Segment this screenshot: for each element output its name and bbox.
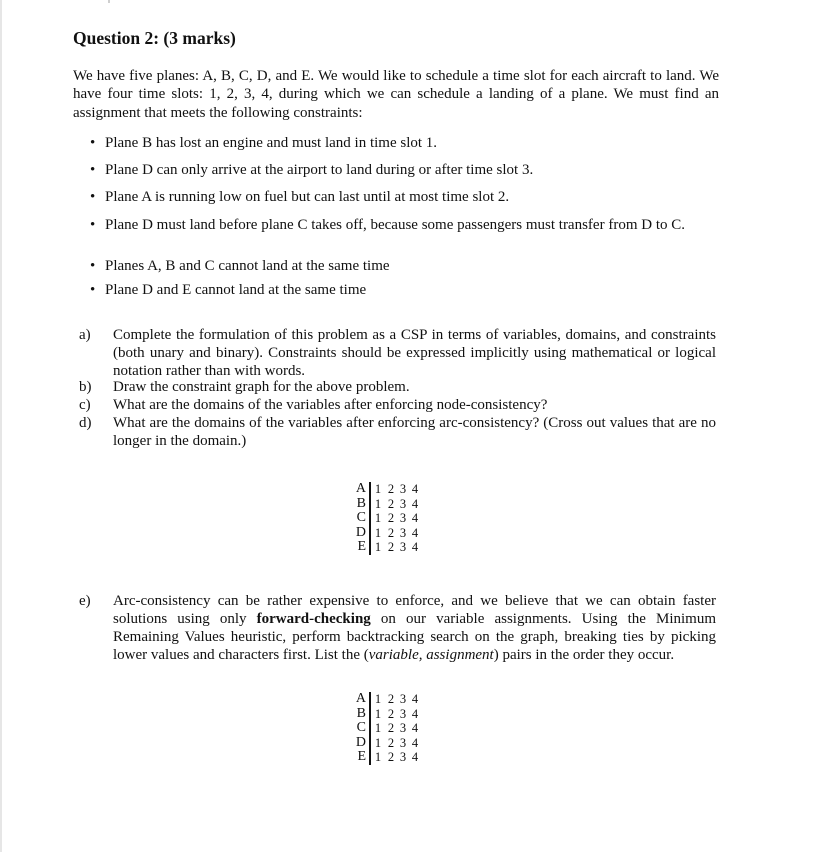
domain-value[interactable]: 4	[411, 750, 419, 764]
domain-value[interactable]: 2	[387, 482, 395, 496]
part-label: b)	[79, 379, 92, 395]
part-e-italic-term: variable, assignment	[368, 647, 494, 663]
domain-value[interactable]: 2	[387, 721, 395, 735]
part-label: e)	[79, 593, 91, 609]
part-label: d)	[79, 415, 92, 431]
part-text: What are the domains of the variables after enforcing arc-consistency? (Cross out values that are no longer in the domain.)	[113, 415, 716, 449]
domain-value[interactable]: 3	[399, 735, 407, 750]
page-left-edge	[0, 0, 2, 852]
domain-value[interactable]: 3	[399, 496, 407, 511]
domain-row	[354, 736, 421, 751]
question-title: Question 2: (3 marks)	[73, 28, 236, 48]
variable-label: E	[354, 750, 370, 765]
constraint-text: Planes A, B and C cannot land at the same time	[105, 258, 390, 274]
bullet-icon: •	[90, 189, 96, 205]
part-text: Complete the formulation of this problem as a CSP in terms of variables, domains, and constraints (both unary and binary). Constraints should be expressed implicitly using mathematical or logical notation rather than with words.	[113, 327, 716, 379]
bullet-icon: •	[90, 258, 96, 274]
variable-label: A	[354, 692, 370, 707]
domain-value[interactable]: 2	[387, 692, 395, 706]
domain-value[interactable]: 4	[411, 540, 419, 554]
bullet-icon: •	[90, 282, 96, 298]
domain-value[interactable]: 3	[399, 721, 407, 735]
domain-value[interactable]: 4	[411, 721, 419, 735]
domain-value[interactable]: 3	[399, 706, 407, 721]
domain-value[interactable]: 2	[387, 750, 395, 764]
domain-value[interactable]: 2	[387, 525, 395, 540]
bullet-icon: •	[90, 217, 96, 233]
domain-value[interactable]: 1	[374, 511, 382, 525]
part-text: What are the domains of the variables after enforcing node-consistency?	[113, 397, 548, 413]
domain-value[interactable]: 3	[399, 511, 407, 525]
domain-value[interactable]: 4	[411, 482, 419, 496]
domain-value[interactable]: 4	[411, 706, 419, 721]
constraint-text: Plane D can only arrive at the airport to land during or after time slot 3.	[105, 162, 534, 178]
domain-value[interactable]: 1	[374, 721, 382, 735]
domain-row	[354, 482, 421, 497]
page-top-mark	[108, 0, 110, 3]
domain-value[interactable]: 1	[374, 750, 382, 764]
domain-table-d	[354, 482, 422, 555]
domain-row	[354, 750, 421, 765]
domain-value[interactable]: 2	[387, 735, 395, 750]
variable-label: D	[354, 736, 370, 751]
constraint-text: Plane A is running low on fuel but can last until at most time slot 2.	[105, 189, 510, 205]
variable-label: C	[354, 511, 370, 526]
domain-value[interactable]: 3	[399, 525, 407, 540]
constraint-text: Plane B has lost an engine and must land in time slot 1.	[105, 135, 438, 151]
variable-label: D	[354, 526, 370, 541]
domain-value[interactable]: 1	[374, 496, 382, 511]
domain-value[interactable]: 2	[387, 706, 395, 721]
part-text: Draw the constraint graph for the above problem.	[113, 379, 410, 395]
domain-value[interactable]: 1	[374, 706, 382, 721]
domain-value[interactable]: 2	[387, 496, 395, 511]
domain-value[interactable]: 1	[374, 692, 382, 706]
domain-value[interactable]: 1	[374, 482, 382, 496]
domain-value[interactable]: 4	[411, 496, 419, 511]
constraint-text: Plane D must land before plane C takes off, because some passengers must transfer from D to C.	[105, 217, 685, 233]
bullet-icon: •	[90, 162, 96, 178]
part-label: c)	[79, 397, 91, 413]
part-text	[113, 592, 716, 664]
domain-value[interactable]: 4	[411, 511, 419, 525]
domain-row	[354, 692, 421, 707]
intro-paragraph: We have five planes: A, B, C, D, and E. We would like to schedule a time slot for each aircraft to land. We have four time slots: 1, 2, 3, 4, during which we can schedule a landing of a plane. We must find an assignment that meets the following constraints:	[73, 68, 719, 121]
domain-value[interactable]: 4	[411, 735, 419, 750]
domain-value[interactable]: 2	[387, 540, 395, 554]
domain-table-e	[354, 692, 422, 765]
domain-value[interactable]: 3	[399, 750, 407, 764]
variable-label: A	[354, 482, 370, 497]
domain-value[interactable]: 1	[374, 525, 382, 540]
constraint-text: Plane D and E cannot land at the same time	[105, 282, 367, 298]
domain-value[interactable]: 2	[387, 511, 395, 525]
bullet-icon: •	[90, 135, 96, 151]
part-e-text-1: Arc-consistency can be rather expensive to enforce, and we believe that we can obtain faster solutions using only	[113, 593, 716, 627]
variable-label: B	[354, 707, 370, 722]
domain-value[interactable]: 3	[399, 540, 407, 554]
variable-label: B	[354, 497, 370, 512]
domain-row	[354, 721, 421, 736]
domain-value[interactable]: 3	[399, 482, 407, 496]
domain-row	[354, 526, 421, 541]
variable-label: E	[354, 540, 370, 555]
variable-label: C	[354, 721, 370, 736]
domain-value[interactable]: 1	[374, 540, 382, 554]
domain-value[interactable]: 3	[399, 692, 407, 706]
domain-value[interactable]: 4	[411, 692, 419, 706]
part-e-text-3: ) pairs in the order they occur.	[493, 647, 675, 663]
part-e-text-2: on our variable assignments. Using the Minimum Remaining Values heuristic, perform backtracking search on the graph, breaking ties by picking lower values and characters first. List the (	[113, 611, 716, 663]
domain-value[interactable]: 1	[374, 735, 382, 750]
domain-row	[354, 540, 421, 555]
domain-row	[354, 511, 421, 526]
part-e-bold-term: forward-checking	[256, 611, 371, 627]
domain-value[interactable]: 4	[411, 525, 419, 540]
part-label: a)	[79, 327, 91, 343]
domain-row	[354, 497, 421, 512]
domain-row	[354, 707, 421, 722]
